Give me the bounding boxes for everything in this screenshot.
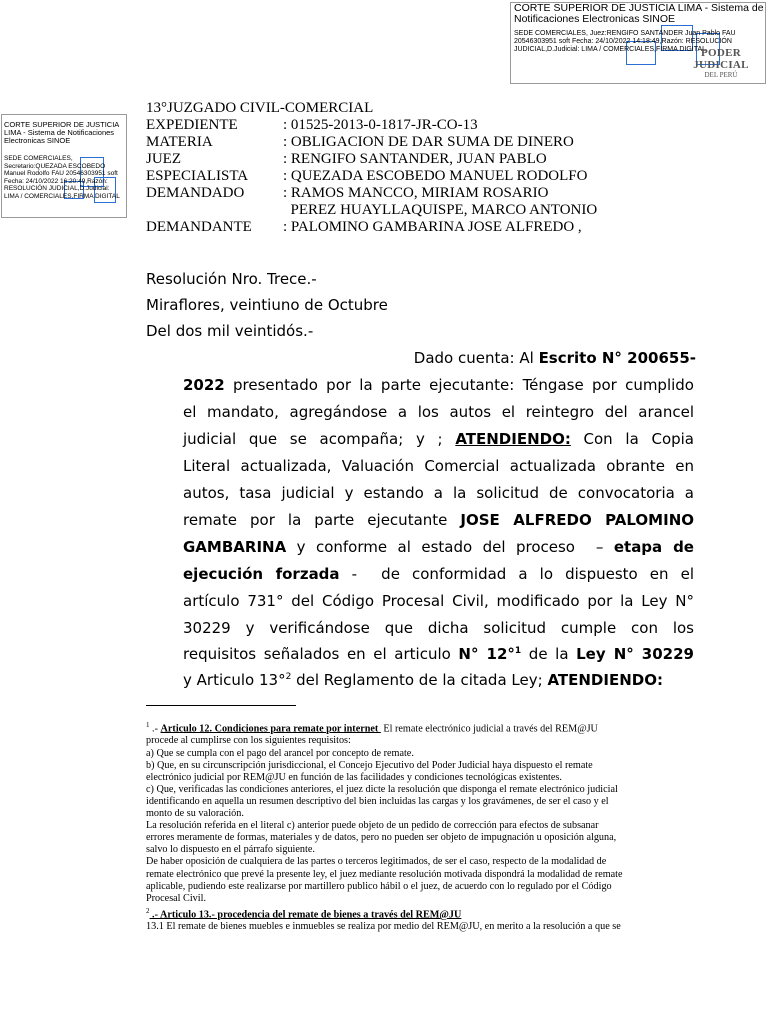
body-line [183, 376, 694, 394]
footnote-line: monto de su valoración. [146, 808, 244, 820]
footnote-line: a) Que se cumpla con el pago del arancel por concepto de remate. [146, 747, 414, 759]
logo-line-2: DEL PERÚ [704, 71, 738, 79]
footnote-line: electrónico judicial por REM@JU en función de las facilidades y condiciones tecnológicas existentes. [146, 771, 562, 783]
header-label: EXPEDIENTE [146, 117, 238, 133]
text-run-bold: etapa de [613, 538, 694, 556]
stamp-details: SEDE COMERCIALES, Juez:RENGIFO SANTANDER Juan Pablo FAU 20546303951 soft Fecha: 24/10/2022 14:18:49,Razón: RESOLUCIÓN JUDICIAL,D.Judicial: LIMA / COMERCIALES,FIRMA DIGITAL [514, 30, 736, 53]
footnotes [146, 719, 696, 933]
text-run-bold: JOSE ALFREDO PALOMINO [460, 511, 694, 529]
footnote-line: procede al cumplirse con los siguientes requisitos: [146, 735, 351, 747]
text-run: de la [521, 645, 577, 663]
body-line: Literal actualizada, Valuación Comercial actualizada obrante en [183, 457, 694, 475]
poder-judicial-logo [685, 47, 757, 81]
text-run: Dado cuenta: Al [413, 349, 539, 367]
stamp-details: SEDE COMERCIALES, Secretario:QUEZADA ESCOBEDO Manuel Rodolfo FAU 20546303951 soft Fecha: 24/10/2022 16:20:49,Razón: RESOLUCIÓN JUDICIAL,D.Judicial: LIMA / COMERCIALES,FIRMA DIGITAL [4, 155, 120, 200]
text-run: judicial que se acompaña; y ; [183, 430, 456, 448]
footnote-line: salvo lo dispuesto en el párrafo siguiente. [146, 844, 315, 856]
footnote-line: La resolución referida en el literal c) anterior puede objeto de un pedido de corrección para efectos de subsanar [146, 820, 599, 832]
header-value: : 01525-2013-0-1817-JR-CO-13 [283, 117, 478, 133]
body-line [183, 430, 694, 448]
footnote-title: Articulo 12. Condiciones para remate por internet [160, 723, 381, 735]
text-run-bold-underlined: ATENDIENDO: [455, 430, 571, 448]
header-row [146, 185, 597, 202]
text-run-bold: N° 12° [458, 645, 515, 663]
text-run-bold: 2022 [183, 376, 225, 394]
text-run-bold: Escrito N° 200655- [538, 349, 696, 367]
digital-signature-stamp-judge [510, 2, 766, 84]
header-value: : PALOMINO GAMBARINA JOSE ALFREDO , [283, 219, 582, 235]
footnote-ref: 1 [514, 646, 522, 656]
court-name: 13°JUZGADO CIVIL-COMERCIAL [146, 100, 374, 116]
resolution-year: Del dos mil veintidós.- [146, 322, 314, 340]
footnote-line: De haber oposición de cualquiera de las partes o terceros legitimados, de ser el caso, respecto de la modalidad de [146, 856, 607, 868]
text-run: remate por la parte ejecutante [183, 511, 461, 529]
body-line: artículo 731° del Código Procesal Civil, modificado por la Ley N° [183, 592, 694, 610]
logo-line-1: PODER JUDICIAL [693, 47, 749, 71]
header-row [146, 202, 597, 219]
digital-signature-stamp-secretary [1, 114, 127, 218]
footnote-ref: 2 [285, 672, 292, 682]
text-run: del Reglamento de la citada Ley; [291, 671, 548, 689]
footnote-title: .- Articulo 13.- procedencia del remate de bienes a través del REM@JU [149, 909, 462, 921]
text-run: y conforme al estado del proceso – [286, 538, 614, 556]
header-value: : OBLIGACION DE DAR SUMA DE DINERO [283, 134, 574, 150]
footnote-line: errores meramente de formas, materiales y de datos, pero no pueden ser objeto de impugnación u oposición alguna, [146, 832, 617, 844]
header-label: MATERIA [146, 134, 213, 150]
footnote-number: 1 [146, 721, 150, 729]
body-line: autos, tasa judicial y estando a la solicitud de convocatoria a [183, 484, 694, 502]
text-run: - de conformidad a lo dispuesto en el [339, 565, 694, 583]
header-row [146, 151, 597, 168]
text-run: y Articulo 13° [183, 671, 286, 689]
header-row [146, 117, 597, 134]
resolution-title: Resolución Nro. Trece.- [146, 270, 317, 288]
body-line [183, 538, 694, 556]
header-label: DEMANDANTE [146, 219, 252, 235]
body-line: 30229 y verificándose que dicha solicitud cumple con los [183, 619, 694, 637]
text-run-bold: Ley N° 30229 [576, 645, 694, 663]
footnote-line: remate electrónico que prevé la presente ley, el juez mediante resolución motivada dispondrá la modalidad de remate [146, 868, 623, 880]
header-value: : QUEZADA ESCOBEDO MANUEL RODOLFO [283, 168, 588, 184]
footnote-number: 2 [146, 906, 150, 915]
body-line [183, 511, 694, 529]
body-line: el mandato, agregándose a los autos el reintegro del arancel [183, 403, 694, 421]
stamp-title: CORTE SUPERIOR DE JUSTICIA LIMA - Sistema de Notificaciones Electronicas SINOE [4, 120, 119, 145]
text-run: .- [149, 723, 161, 735]
header-label: ESPECIALISTA [146, 168, 249, 184]
body-line [183, 671, 663, 689]
header-label: JUEZ [146, 151, 181, 167]
text-run: presentado por la parte ejecutante: Téngase por cumplido [224, 376, 694, 394]
body-line [183, 565, 694, 583]
footnote-1-head [146, 719, 696, 735]
footnote-line: aplicable, pudiendo este realizarse por martillero publico hábil o el juez, de acuerdo con lo regulado por el Código [146, 880, 612, 892]
body-line [414, 349, 696, 367]
footnote-line: 13.1 El remate de bienes muebles e inmuebles se realiza por medio del REM@JU, en merito a la resolución a que se [146, 921, 621, 933]
header-row [146, 219, 597, 236]
case-header [146, 100, 597, 236]
header-value: : RAMOS MANCCO, MIRIAM ROSARIO [283, 185, 549, 201]
text-run-bold: ATENDIENDO: [547, 671, 663, 689]
text-run-bold: ejecución forzada [183, 565, 340, 583]
header-row [146, 168, 597, 185]
header-value: PEREZ HUAYLLAQUISPE, MARCO ANTONIO [283, 202, 598, 218]
stamp-title: CORTE SUPERIOR DE JUSTICIA LIMA - Sistema de Notificaciones Electronicas SINOE [514, 2, 764, 25]
footnote-line: b) Que, en su circunscripción jurisdiccional, el Concejo Ejecutivo del Poder Judicial haya dispuesto el remate [146, 759, 593, 771]
body-line [183, 645, 694, 663]
header-value: : RENGIFO SANTANDER, JUAN PABLO [283, 151, 547, 167]
header-row [146, 134, 597, 151]
header-label [146, 202, 283, 219]
footnote-2-head [146, 905, 696, 921]
resolution-place-date: Miraflores, veintiuno de Octubre [146, 296, 388, 314]
footnote-line: c) Que, verificadas las condiciones anteriores, el juez dicte la resolución que disponga el remate electrónico judicial [146, 783, 618, 795]
footnote-line: Procesal Civil. [146, 892, 206, 904]
text-run: El remate electrónico judicial a través del REM@JU [380, 723, 598, 735]
text-run: Con la Copia [570, 430, 694, 448]
text-run-bold: GAMBARINA [183, 538, 287, 556]
text-run: requisitos señalados en el articulo [183, 645, 459, 663]
header-label: DEMANDADO [146, 185, 245, 201]
footnote-line: identificando en aquella un resumen descriptivo del bien incluidas las cargas y los gravámenes, de ser el caso y el [146, 795, 609, 807]
footnote-separator [146, 705, 296, 706]
